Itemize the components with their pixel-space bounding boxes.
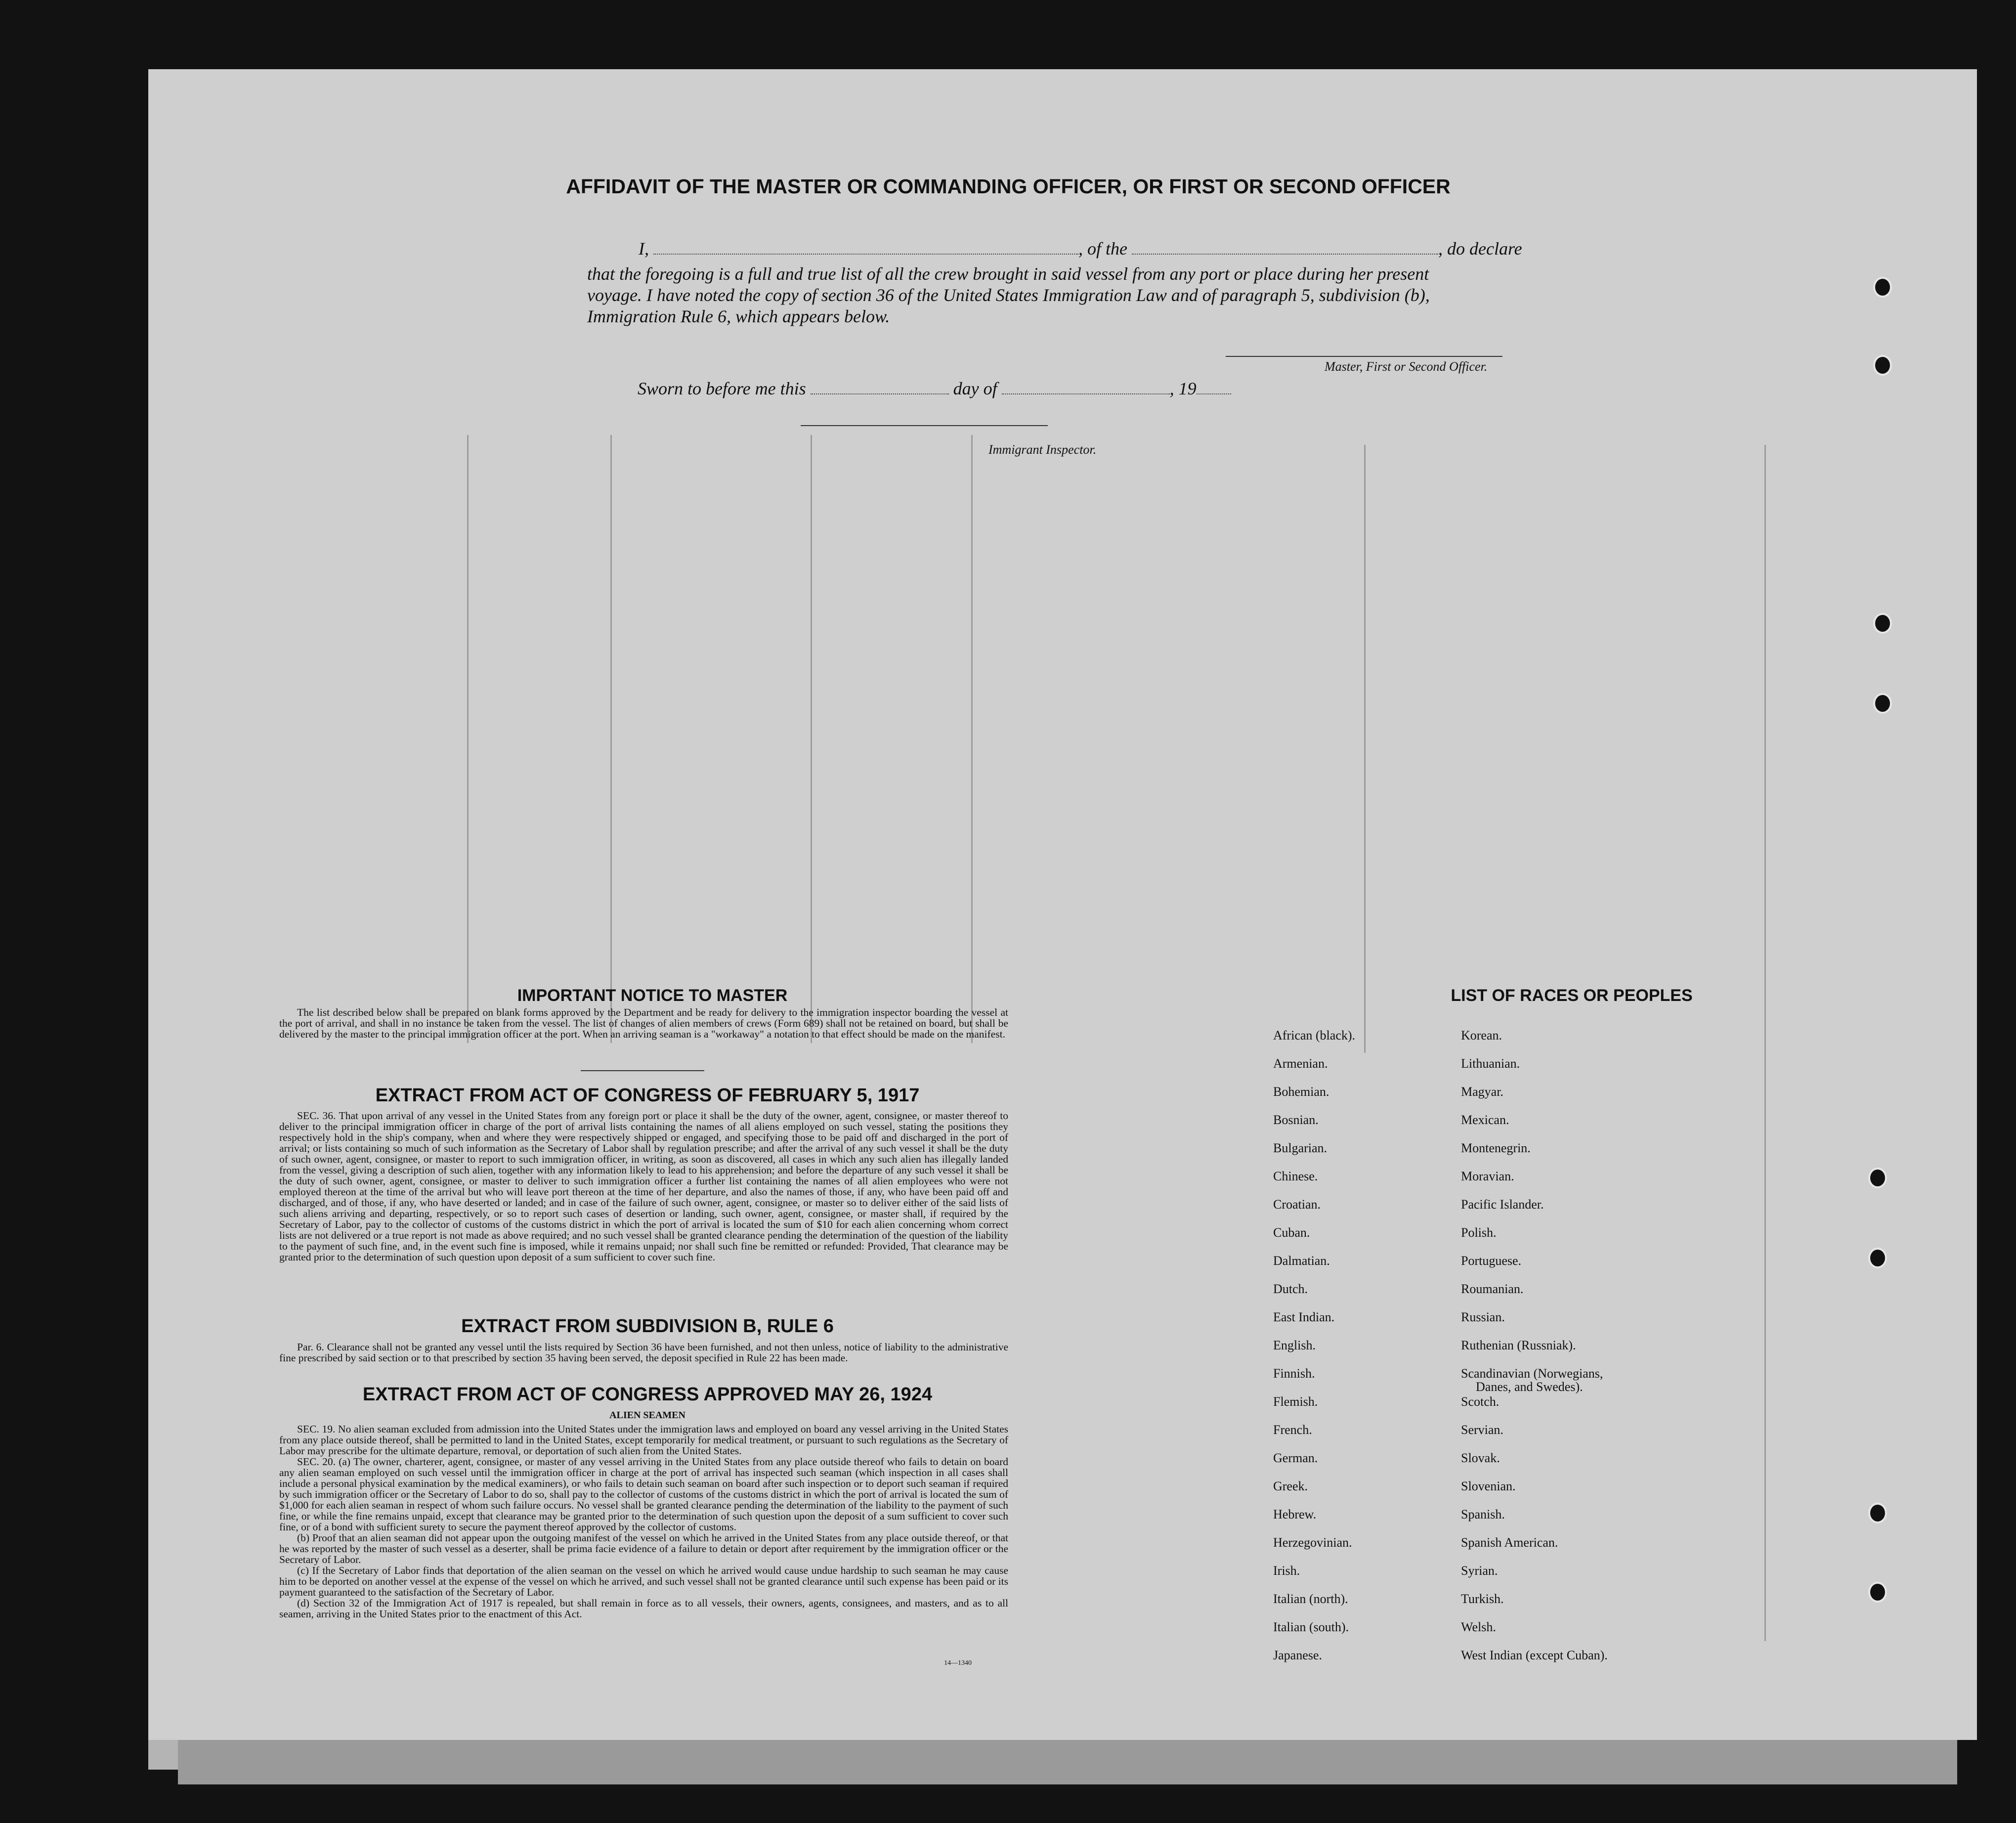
race-item: Korean.	[1461, 1028, 1502, 1042]
race-item: Welsh.	[1461, 1620, 1496, 1634]
inspector-caption: Immigrant Inspector.	[988, 442, 1097, 457]
notice-text	[279, 1007, 1008, 1040]
race-item: Flemish.	[1273, 1394, 1318, 1409]
bleed-column-rule	[610, 435, 612, 1043]
race-item: Slovak.	[1461, 1451, 1500, 1465]
race-item: Portuguese.	[1461, 1254, 1522, 1268]
sworn-year: , 19	[1169, 379, 1197, 398]
race-item: Dalmatian.	[1273, 1254, 1330, 1268]
race-item: Magyar.	[1461, 1085, 1503, 1099]
section-36-paragraph: SEC. 36. That upon arrival of any vessel in the United States from any foreign port or place it shall be the duty of the owner, agent, consignee, or master thereof to deliver to the principal immigration officer in charge of the port of arrival lists containing the names of all aliens employed on such vessel, stating the positions they respectively hold in the ship's company, when and where they were respectively shipped or engaged, and specifying those to be paid off and discharged in the port of arrival; or lists containing so much of such information as the Secretary of Labor shall by regulation prescribe; and after the arrival of any such vessel it shall be the duty of such owner, agent, consignee, or master to report to such immigration officer, in writing, as soon as discovered, all cases in which any such alien has illegally landed from the vessel, giving a description of such alien, together with any information likely to lead to his apprehension; and before the departure of any such vessel it shall be the duty of such owner, agent, consignee, or master to deliver to such immigration officer a further list containing the names of all alien employees who were not employed thereon at the time of the arrival but who will leave port thereon at the time of her departure, and also the names of those, if any, who have been paid off and discharged, and of those, if any, who have deserted or landed; and in case of the failure of such owner, agent, consignee, or master so to deliver either of the said lists of such aliens arriving and departing, respectively, or so to report such cases of desertion or landing, such owner, agent, consignee, or master shall, if required by the Secretary of Labor, pay to the collector of customs of the customs district in which the port of arrival is located the sum of $10 for each alien concerning whom correct lists are not delivered or a true report is not made as above required; and no such vessel shall be granted clearance pending the determination of the question of the liability to the payment of such fine, and, in the event such fine is imposed, while it remains unpaid; nor shall such fine be remitted or refunded: Provided, That clearance may be granted prior to the determination of such question upon deposit of a sum sufficient to cover such fine.	[279, 1110, 1008, 1263]
bleed-column-rule	[467, 435, 469, 1043]
race-item: Japanese.	[1273, 1648, 1322, 1662]
extract-1917-text	[279, 1110, 1008, 1262]
bleed-column-rule	[1764, 445, 1766, 1641]
race-item: Bosnian.	[1273, 1113, 1319, 1127]
race-item: Finnish.	[1273, 1366, 1315, 1381]
punch-hole	[1873, 355, 1892, 376]
punch-hole	[1873, 693, 1892, 714]
race-item: West Indian (except Cuban).	[1461, 1648, 1608, 1662]
section-19-paragraph: SEC. 19. No alien seaman excluded from admission into the United States under the immigration laws and employed on board any vessel arriving in the United States from any place outside thereof, shall be permitted to land in the United States, except temporarily for medical treatment, or pursuant to such regulations as the Secretary of Labor may prescribe for the ultimate departure, removal, or deportation of such alien from the United States.	[279, 1423, 1008, 1457]
race-item: Irish.	[1273, 1563, 1300, 1578]
punch-hole	[1868, 1248, 1887, 1268]
race-item: Greek.	[1273, 1479, 1308, 1493]
sworn-month-blank[interactable]	[1002, 381, 1170, 394]
declaration-body-3: Immigration Rule 6, which appears below.	[587, 306, 890, 326]
vessel-blank[interactable]	[1132, 241, 1438, 255]
race-item: Mexican.	[1461, 1113, 1509, 1127]
manifest-page	[148, 69, 1977, 1740]
race-item: East Indian.	[1273, 1310, 1335, 1324]
punch-hole	[1868, 1168, 1887, 1188]
declaration-body-1: that the foregoing is a full and true list of all the crew brought in said vessel from any port or place during her present	[587, 264, 1429, 284]
subdivision-title: EXTRACT FROM SUBDIVISION B, RULE 6	[461, 1316, 834, 1337]
race-item: French.	[1273, 1423, 1312, 1437]
sworn-prefix: Sworn to before me this	[638, 379, 806, 398]
race-item: Bulgarian.	[1273, 1141, 1328, 1155]
section-20b-paragraph: (b) Proof that an alien seaman did not appear upon the outgoing manifest of the vessel on which he arrived in the United States from any place outside thereof, or that he was reported by the master of such vessel as a deserter, shall be prima facie evidence of a failure to detain or deport after requirement by the immigration officer or the Secretary of Labor.	[279, 1532, 1008, 1565]
race-item: Chinese.	[1273, 1169, 1318, 1183]
race-item: Montenegrin.	[1461, 1141, 1531, 1155]
race-item: Spanish American.	[1461, 1535, 1558, 1550]
sworn-line	[638, 378, 1231, 399]
punch-hole	[1868, 1503, 1887, 1523]
extract-1924-text	[279, 1424, 1008, 1619]
race-item: Scandinavian (Norwegians,	[1461, 1366, 1603, 1381]
inspector-signature-line[interactable]	[801, 425, 1048, 426]
sworn-day-of: day of	[953, 379, 997, 398]
race-item: Cuban.	[1273, 1225, 1310, 1240]
extract-1917-title: EXTRACT FROM ACT OF CONGRESS OF FEBRUARY 5, 1917	[375, 1085, 920, 1106]
master-signature-line[interactable]	[1226, 356, 1502, 357]
punch-hole	[1873, 277, 1892, 298]
sworn-year-blank[interactable]	[1197, 381, 1231, 394]
declaration-end: , do declare	[1438, 239, 1522, 259]
race-item: Armenian.	[1273, 1056, 1328, 1071]
form-number: 14—1340	[944, 1659, 972, 1667]
race-item: Lithuanian.	[1461, 1056, 1520, 1071]
race-item: German.	[1273, 1451, 1318, 1465]
races-title: LIST OF RACES OR PEOPLES	[1451, 986, 1693, 1005]
extract-1924-title: EXTRACT FROM ACT OF CONGRESS APPROVED MAY 26, 1924	[362, 1384, 933, 1405]
sworn-day-blank[interactable]	[811, 381, 949, 394]
race-item: English.	[1273, 1338, 1316, 1352]
section-20a-paragraph: SEC. 20. (a) The owner, charterer, agent, consignee, or master of any vessel arriving in the United States from any place outside thereof who fails to detain on board any alien seaman employed on such vessel until the immigration officer in charge at the port of arrival has inspected such seaman (which inspection in all cases shall include a personal physical examination by the medical examiners), or who fails to detain such seaman on board after such inspection or to deport such seaman if required by such immigration officer or the Secretary of Labor to do so, shall pay to the collector of customs of the customs district in which the port of arrival is located the sum of $1,000 for each alien seaman in respect of whom such failure occurs. No vessel shall be granted clearance pending the determination of the liability to the payment of such fine, or while the fine remains unpaid, except that clearance may be granted prior to the determination of such question upon the deposit of a sum sufficient to cover such fine, or of a bond with sufficient surety to secure the payment thereof approved by the collector of customs.	[279, 1456, 1008, 1533]
alien-seamen-subtitle: ALIEN SEAMEN	[609, 1410, 686, 1421]
section-20c-paragraph: (c) If the Secretary of Labor finds that deportation of the alien seaman on the vessel on which he arrived would cause undue hardship to such seaman he may cause him to be deported on another vessel at the expense of the vessel on which he arrived, and such vessel shall not be granted clearance until such expense has been paid or its payment guaranteed to the satisfaction of the Secretary of Labor.	[279, 1564, 1008, 1598]
declaration-i: I,	[639, 239, 649, 259]
race-item: Danes, and Swedes).	[1476, 1380, 1583, 1394]
race-item: Italian (north).	[1273, 1592, 1348, 1606]
race-item: Turkish.	[1461, 1592, 1504, 1606]
race-item: African (black).	[1273, 1028, 1356, 1042]
declaration-body-2: voyage. I have noted the copy of section 36 of the United States Immigration Law and of paragraph 5, subdivision (b),	[587, 285, 1430, 305]
race-item: Italian (south).	[1273, 1620, 1349, 1634]
subdivision-text	[279, 1342, 1008, 1363]
race-item: Moravian.	[1461, 1169, 1514, 1183]
race-item: Croatian.	[1273, 1197, 1321, 1212]
paragraph-6: Par. 6. Clearance shall not be granted any vessel until the lists required by Section 36 have been furnished, and not then unless, notice of liability to the administrative fine prescribed by said section or to that prescribed by section 35 having been served, the deposit specified in Rule 22 has been made.	[279, 1341, 1008, 1364]
race-item: Polish.	[1461, 1225, 1497, 1240]
declaration-line	[639, 238, 1522, 259]
name-blank[interactable]	[653, 241, 1078, 255]
affidavit-title: AFFIDAVIT OF THE MASTER OR COMMANDING OFFICER, OR FIRST OR SECOND OFFICER	[566, 175, 1451, 198]
section-divider	[581, 1070, 704, 1071]
master-caption: Master, First or Second Officer.	[1325, 359, 1488, 374]
section-20d-paragraph: (d) Section 32 of the Immigration Act of 1917 is repealed, but shall remain in force as to all vessels, their owners, agents, consignees, and masters, and as to all seamen, arriving in the United States prior to the enactment of this Act.	[279, 1597, 1008, 1620]
bleed-column-rule	[971, 435, 973, 1043]
race-item: Ruthenian (Russniak).	[1461, 1338, 1576, 1352]
race-item: Herzegovinian.	[1273, 1535, 1352, 1550]
notice-paragraph: The list described below shall be prepared on blank forms approved by the Department and be ready for delivery to the immigration inspector boarding the vessel at the port of arrival, and shall in no instance be taken from the vessel. The list of changes of alien members of crews (Form 689) shall not be retained on board, but shall be delivered by the master to the principal immigration officer at the port. When an arriving seaman is a "workaway" a notation to that effect should be made on the manifest.	[279, 1006, 1008, 1040]
race-item: Bohemian.	[1273, 1085, 1330, 1099]
race-item: Dutch.	[1273, 1282, 1308, 1296]
declaration-of-the: , of the	[1078, 239, 1127, 259]
race-item: Servian.	[1461, 1423, 1503, 1437]
race-item: Scotch.	[1461, 1394, 1500, 1409]
race-item: Hebrew.	[1273, 1507, 1317, 1521]
bleed-column-rule	[811, 435, 812, 1043]
race-item: Syrian.	[1461, 1563, 1498, 1578]
punch-hole	[1868, 1582, 1887, 1603]
notice-title: IMPORTANT NOTICE TO MASTER	[517, 986, 788, 1005]
race-item: Slovenian.	[1461, 1479, 1516, 1493]
race-item: Pacific Islander.	[1461, 1197, 1544, 1212]
punch-hole	[1873, 613, 1892, 634]
race-item: Roumanian.	[1461, 1282, 1524, 1296]
race-item: Spanish.	[1461, 1507, 1505, 1521]
race-item: Russian.	[1461, 1310, 1505, 1324]
bleed-column-rule	[1364, 445, 1366, 1053]
